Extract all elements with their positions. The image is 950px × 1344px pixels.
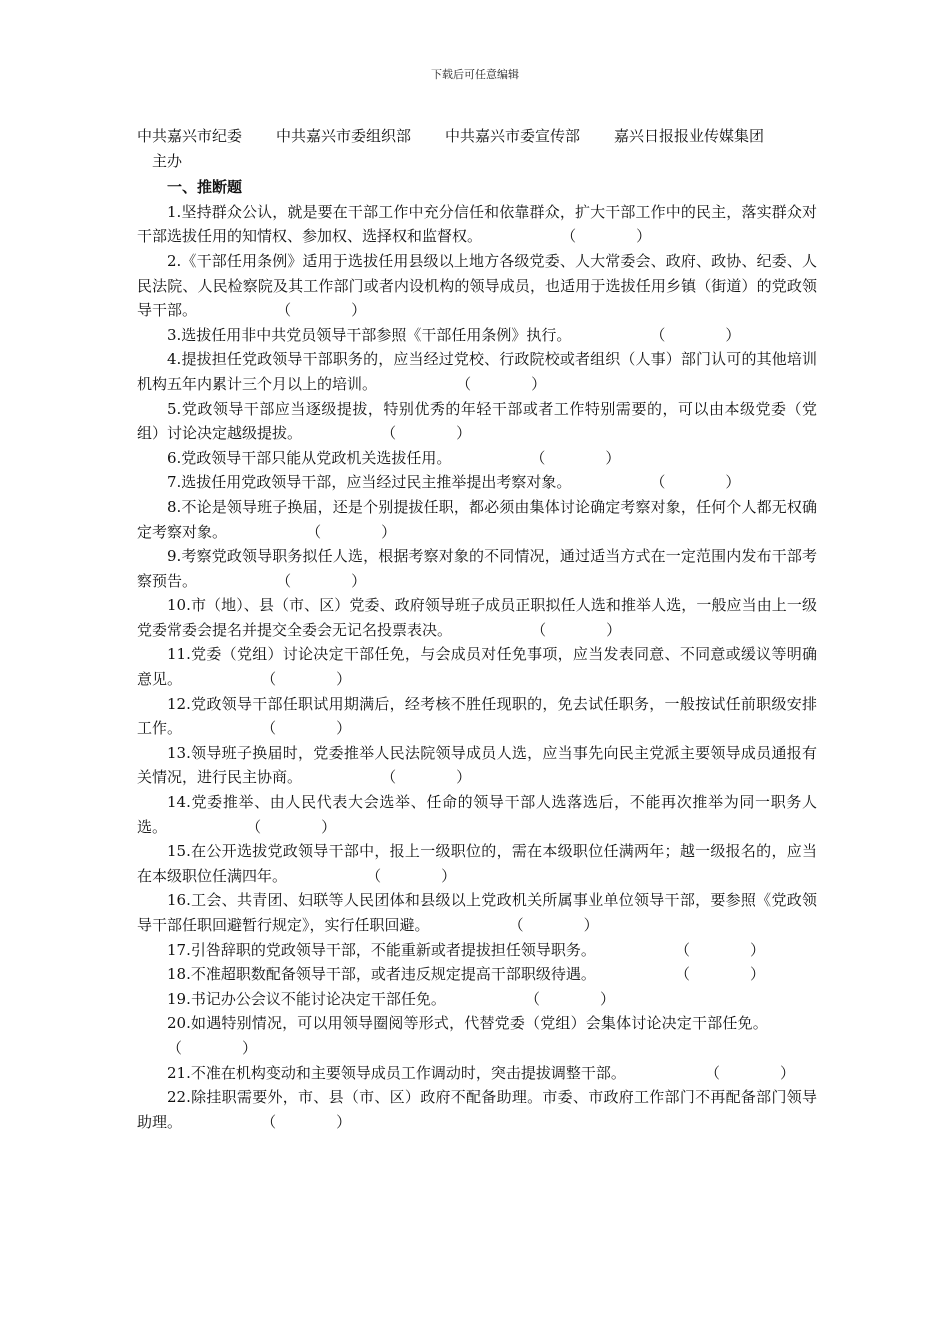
organizer: 中共嘉兴市委组织部 bbox=[276, 127, 412, 145]
question-item bbox=[137, 692, 817, 741]
answer-blank: （ ） bbox=[531, 620, 622, 639]
organizer: 中共嘉兴市纪委 bbox=[137, 127, 243, 145]
question-text: 3.选拔任用非中共党员领导干部参照《干部任用条例》执行。 bbox=[167, 325, 572, 344]
question-item bbox=[137, 741, 817, 790]
answer-blank: （ ） bbox=[167, 1038, 258, 1057]
question-item bbox=[137, 1085, 817, 1134]
section-title: 一、推断题 bbox=[167, 178, 243, 197]
question-text: 4.提拔担任党政领导干部职务的，应当经过党校、行政院校或者组织（人事）部门认可的其他培训机构五年内累计三个月以上的培训。 bbox=[137, 350, 817, 393]
answer-blank: （ ） bbox=[381, 424, 472, 443]
question-text: 11.党委（党组）讨论决定干部任免，与会成员对任免事项，应当发表同意、不同意或缓议等明确意见。 bbox=[137, 645, 817, 689]
question-item bbox=[137, 495, 817, 544]
answer-blank: （ ） bbox=[650, 325, 741, 344]
question-text: 7.选拔任用党政领导干部，应当经过民主推举提出考察对象。 bbox=[167, 473, 572, 492]
document-body bbox=[137, 124, 817, 1134]
answer-blank: （ ） bbox=[561, 227, 652, 246]
answer-blank: （ ） bbox=[261, 670, 352, 689]
organizer: 嘉兴日报报业传媒集团 bbox=[614, 127, 765, 145]
question-item bbox=[137, 642, 817, 691]
header-note: 下载后可任意编辑 bbox=[431, 68, 519, 81]
question-text: 1.坚持群众公认，就是要在干部工作中充分信任和依靠群众，扩大干部工作中的民主，落实群众对干部选拔任用的知情权、参加权、选择权和监督权。 bbox=[137, 202, 817, 246]
answer-blank: （ ） bbox=[261, 1112, 352, 1131]
question-item bbox=[137, 470, 817, 495]
organizer: 中共嘉兴市委宣传部 bbox=[445, 127, 581, 145]
answer-blank: （ ） bbox=[246, 817, 337, 836]
answer-blank: （ ） bbox=[276, 301, 367, 320]
question-text: 10.市（地）、县（市、区）党委、政府领导班子成员正职拟任人选和推举人选，一般应当由上一级党委常委会提名并提交全委会无记名投票表决。 bbox=[137, 596, 817, 639]
answer-blank: （ ） bbox=[276, 571, 367, 590]
answer-blank: （ ） bbox=[524, 989, 615, 1008]
organizers-line bbox=[137, 124, 817, 149]
question-text: 18.不准超职数配备领导干部，或者违反规定提高干部职级待遇。 bbox=[167, 965, 596, 984]
question-text: 5.党政领导干部应当逐级提拔，特别优秀的年轻干部或者工作特别需要的，可以由本级党委（党组）讨论决定越级提拔。 bbox=[137, 399, 817, 443]
question-text: 14.党委推举、由人民代表大会选举、任命的领导干部人选落选后，不能再次推举为同一职务人选。 bbox=[137, 793, 817, 836]
question-item bbox=[137, 446, 817, 471]
question-item bbox=[137, 938, 817, 963]
question-text: 2.《干部任用条例》适用于选拔任用县级以上地方各级党委、人大常委会、政府、政协、纪委、人民法院、人民检察院及其工作部门或者内设机构的领导成员，也适用于选拔任用乡镇（街道）的党政领导干部。 bbox=[137, 251, 817, 320]
question-text: 19.书记办公会议不能讨论决定干部任免。 bbox=[167, 989, 446, 1008]
question-text: 15.在公开选拔党政领导干部中，报上一级职位的，需在本级职位任满两年；越一级报名的，应当在本级职位任满四年。 bbox=[137, 842, 817, 885]
question-item bbox=[137, 397, 817, 446]
question-text: 20.如遇特别情况，可以用领导圈阅等形式，代替党委（党组）会集体讨论决定干部任免。 bbox=[167, 1014, 768, 1033]
answer-blank: （ ） bbox=[508, 916, 599, 934]
answer-blank: （ ） bbox=[306, 522, 397, 541]
question-item bbox=[137, 1011, 817, 1060]
answer-blank: （ ） bbox=[704, 1063, 795, 1082]
organizer-suffix: 主办 bbox=[152, 151, 183, 170]
question-list bbox=[137, 200, 817, 1135]
question-text: 16.工会、共青团、妇联等人民团体和县级以上党政机关所属事业单位领导干部，要参照《党政领导干部任职回避暂行规定》，实行任职回避。 bbox=[137, 891, 817, 934]
answer-blank: （ ） bbox=[261, 719, 352, 738]
answer-blank: （ ） bbox=[366, 866, 457, 885]
answer-blank: （ ） bbox=[650, 473, 741, 492]
question-item bbox=[137, 544, 817, 593]
answer-blank: （ ） bbox=[674, 940, 765, 959]
question-item bbox=[137, 593, 817, 642]
question-item bbox=[137, 888, 817, 937]
question-text: 17.引咎辞职的党政领导干部，不能重新或者提拔担任领导职务。 bbox=[167, 940, 596, 959]
question-item bbox=[137, 987, 817, 1012]
question-text: 9.考察党政领导职务拟任人选，根据考察对象的不同情况，通过适当方式在一定范围内发布干部考察预告。 bbox=[137, 547, 817, 590]
answer-blank: （ ） bbox=[674, 965, 765, 984]
question-item bbox=[137, 347, 817, 396]
question-item bbox=[137, 1061, 817, 1086]
question-item bbox=[137, 790, 817, 839]
question-text: 12.党政领导干部任职试用期满后，经考核不胜任现职的，免去试任职务，一般按试任前职级安排工作。 bbox=[137, 694, 817, 738]
question-text: 13.领导班子换届时，党委推举人民法院领导成员人选，应当事先向民主党派主要领导成员通报有关情况，进行民主协商。 bbox=[137, 743, 817, 787]
answer-blank: （ ） bbox=[381, 768, 472, 787]
answer-blank: （ ） bbox=[456, 374, 547, 393]
question-item bbox=[137, 249, 817, 323]
question-item bbox=[137, 200, 817, 249]
question-item bbox=[137, 839, 817, 888]
answer-blank: （ ） bbox=[530, 448, 621, 467]
question-item bbox=[137, 962, 817, 987]
question-text: 8.不论是领导班子换届，还是个别提拔任职，都必须由集体讨论确定考察对象，任何个人都无权确定考察对象。 bbox=[137, 497, 817, 541]
question-text: 6.党政领导干部只能从党政机关选拔任用。 bbox=[167, 448, 452, 467]
question-text: 21.不准在机构变动和主要领导成员工作调动时，突击提拔调整干部。 bbox=[167, 1063, 626, 1082]
question-text: 22.除挂职需要外，市、县（市、区）政府不配备助理。市委、市政府工作部门不再配备部门领导助理。 bbox=[137, 1088, 817, 1131]
question-item bbox=[137, 323, 817, 348]
